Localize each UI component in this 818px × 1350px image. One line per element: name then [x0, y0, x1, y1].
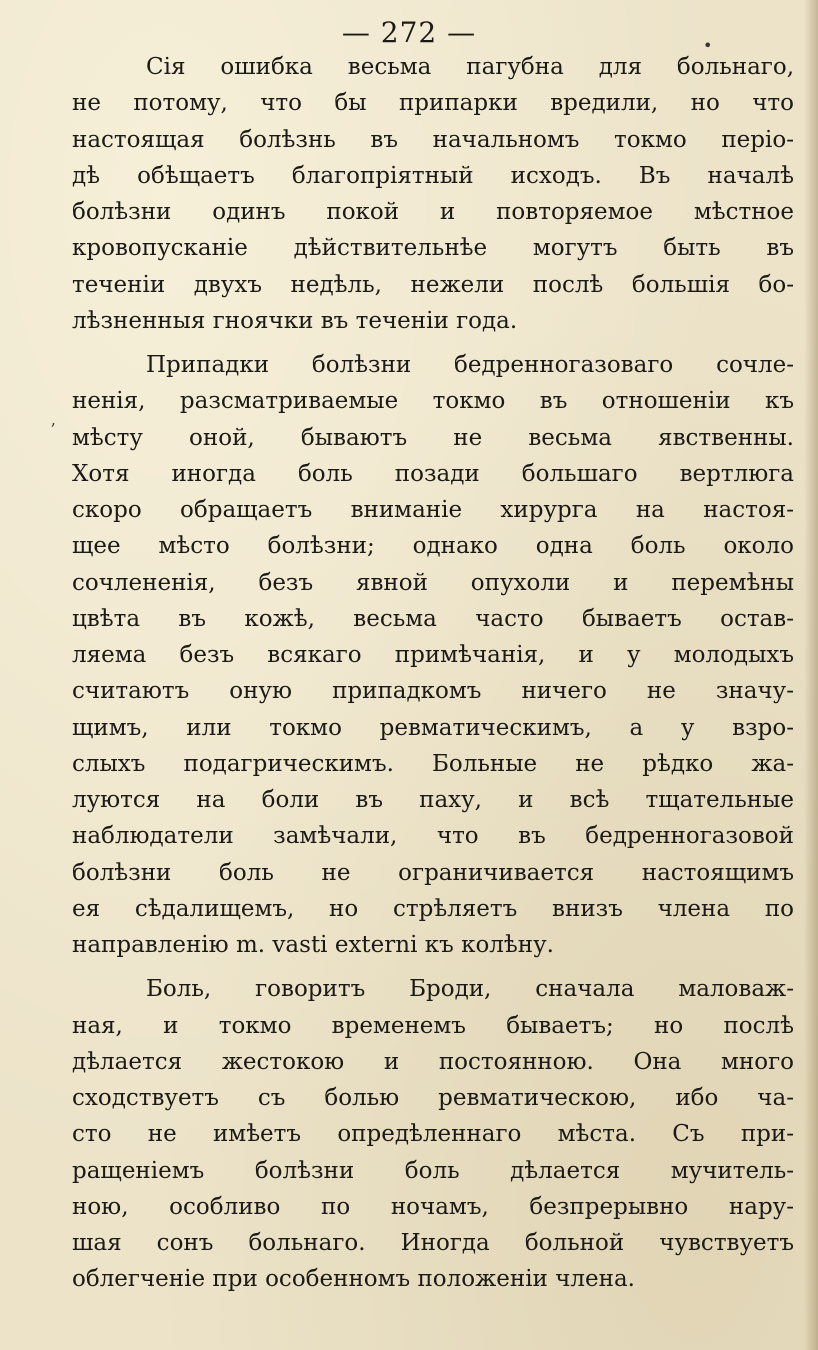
page-number: — 272 —: [341, 16, 477, 49]
text-line: щимъ, или токмо ревматическимъ, а у взро-: [72, 714, 794, 741]
text-line: сочлененія, безъ явной опухоли и перемѣны: [72, 569, 794, 596]
text-line: шая сонъ больнаго. Иногда больной чувствуетъ: [72, 1230, 794, 1256]
text-line: луются на боли въ паху, и всѣ тщательные: [72, 787, 794, 813]
ink-speck: ʼ: [50, 420, 56, 439]
text-line: болѣзни боль не ограничивается настоящимъ: [72, 859, 794, 886]
text-line: мѣсту оной, бываютъ не весьма явственны.: [72, 424, 794, 451]
text-line: щее мѣсто болѣзни; однако одна боль около: [72, 533, 794, 560]
text-line: сто не имѣетъ опредѣленнаго мѣста. Съ при-: [72, 1121, 794, 1148]
text-line: Боль, говоритъ Броди, сначала маловаж-: [146, 976, 794, 1003]
text-line: считаютъ оную припадкомъ ничего не значу-: [72, 678, 794, 705]
text-line: направленію m. vasti externi къ колѣну.: [72, 932, 554, 958]
paragraph-gap: [72, 963, 794, 971]
text-line: облегченіе при особенномъ положеніи члена.: [72, 1266, 635, 1293]
text-line: болѣзни одинъ покой и повторяемое мѣстное: [72, 199, 794, 225]
text-line: не потому, что бы припарки вредили, но что: [72, 90, 794, 117]
paragraph: [72, 971, 794, 1297]
text-line: Хотя иногда боль позади большаго вертлюга: [72, 460, 794, 487]
text-line: лѣзненныя гноячки въ теченіи года.: [72, 307, 518, 334]
text-line: ляема безъ всякаго примѣчанія, и у молодыхъ: [72, 642, 794, 668]
text-line: кровопусканіе дѣйствительнѣе могутъ быть въ: [72, 235, 794, 262]
text-line: ращеніемъ болѣзни боль дѣлается мучитель-: [72, 1157, 794, 1184]
text-line: цвѣта въ кожѣ, весьма часто бываетъ остав-: [72, 605, 794, 632]
text-line: Припадки болѣзни бедренногазоваго сочле-: [146, 352, 794, 378]
ink-speck: •: [703, 36, 713, 55]
text-line: слыхъ подагрическимъ. Больные не рѣдко жа-: [72, 750, 794, 777]
text-line: сходствуетъ съ болью ревматическою, ибо ча-: [72, 1085, 794, 1111]
text-line: дѣ обѣщаетъ благопріятный исходъ. Въ началѣ: [72, 162, 794, 189]
text-line: ея сѣдалищемъ, но стрѣляетъ внизъ члена по: [72, 895, 794, 922]
paragraph: [72, 347, 794, 963]
text-line: теченіи двухъ недѣль, нежели послѣ большія бо-: [72, 271, 794, 298]
text-line: дѣлается жестокою и постоянною. Она много: [72, 1048, 794, 1075]
text-line: настоящая болѣзнь въ начальномъ токмо періо-: [72, 126, 794, 153]
text-line: Сія ошибка весьма пагубна для больнаго,: [146, 54, 794, 80]
paragraph: [72, 49, 794, 339]
text-line: ная, и токмо временемъ бываетъ; но послѣ: [72, 1012, 794, 1039]
text-line: наблюдатели замѣчали, что въ бедренногазовой: [72, 823, 794, 850]
text-line: скоро обращаетъ вниманіе хирурга на настоя-: [72, 497, 794, 523]
page-edge-shadow: [804, 0, 818, 1350]
text-line: ною, особливо по ночамъ, безпрерывно нару-: [72, 1193, 794, 1220]
text-line: ненія, разсматриваемые токмо въ отношеніи къ: [72, 388, 794, 415]
body-text: [72, 49, 794, 1298]
paragraph-gap: [72, 339, 794, 347]
